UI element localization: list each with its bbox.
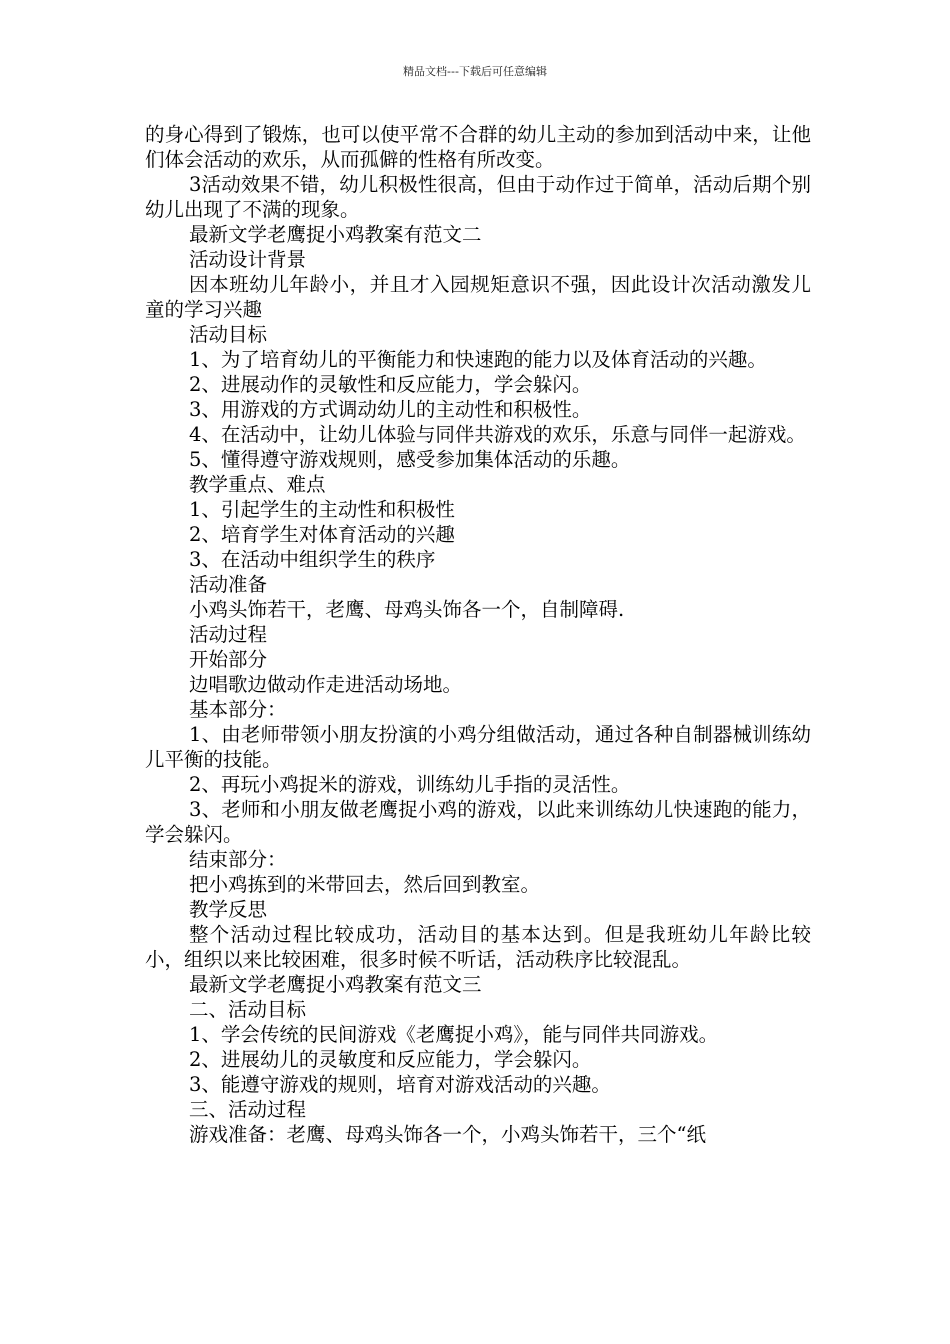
paragraph: 活动准备 <box>189 573 268 596</box>
paragraph: 活动过程 <box>189 623 268 646</box>
paragraph: 3、在活动中组织学生的秩序 <box>189 548 436 571</box>
section-heading: 最新文学老鹰捉小鸡教案有范文三 <box>189 973 482 996</box>
paragraph: 游戏准备：老鹰、母鸡头饰各一个，小鸡头饰若干，三个“纸 <box>189 1123 706 1146</box>
paragraph: 1、学会传统的民间游戏《老鹰捉小鸡》，能与同伴共同游戏。 <box>189 1023 719 1046</box>
paragraph: 教学反思 <box>189 898 268 921</box>
paragraph: 2、培育学生对体育活动的兴趣 <box>189 523 455 546</box>
paragraph: 2、进展幼儿的灵敏度和反应能力，学会躲闪。 <box>189 1048 592 1071</box>
paragraph: 3、用游戏的方式调动幼儿的主动性和积极性。 <box>189 398 592 421</box>
paragraph: 1、由老师带领小朋友扮演的小鸡分组做活动，通过各种自制器械训练幼儿平衡的技能。 <box>145 723 811 771</box>
paragraph: 小鸡头饰若干，老鹰、母鸡头饰各一个，自制障碍. <box>189 598 625 621</box>
section-heading: 最新文学老鹰捉小鸡教案有范文二 <box>189 223 482 246</box>
paragraph: 活动目标 <box>189 323 268 346</box>
paragraph: 2、再玩小鸡捉米的游戏，训练幼儿手指的灵活性。 <box>189 773 631 796</box>
paragraph: 整个活动过程比较成功，活动目的基本达到。但是我班幼儿年龄比较小，组织以来比较困难，很多时候不听话，活动秩序比较混乱。 <box>145 923 811 971</box>
paragraph: 边唱歌边做动作走进活动场地。 <box>189 673 463 696</box>
paragraph: 1、为了培育幼儿的平衡能力和快速跑的能力以及体育活动的兴趣。 <box>189 348 767 371</box>
paragraph: 1、引起学生的主动性和积极性 <box>189 498 455 521</box>
paragraph: 把小鸡拣到的米带回去，然后回到教室。 <box>189 873 541 896</box>
paragraph: 开始部分 <box>189 648 268 671</box>
page-header: 精品文档---下载后可任意编辑 <box>403 65 547 78</box>
paragraph: 的身心得到了锻炼，也可以使平常不合群的幼儿主动的参加到活动中来，让他们体会活动的欢乐，从而孤僻的性格有所改变。 <box>145 123 811 171</box>
document-body <box>145 122 811 1147</box>
paragraph: 三、活动过程 <box>189 1098 307 1121</box>
paragraph: 3活动效果不错，幼儿积极性很高，但由于动作过于简单，活动后期个别幼儿出现了不满的现象。 <box>145 173 811 221</box>
paragraph: 3、能遵守游戏的规则，培育对游戏活动的兴趣。 <box>189 1073 611 1096</box>
paragraph: 二、活动目标 <box>189 998 307 1021</box>
paragraph: 基本部分： <box>189 698 287 721</box>
paragraph: 教学重点、难点 <box>189 473 326 496</box>
paragraph: 结束部分： <box>189 848 287 871</box>
paragraph: 3、老师和小朋友做老鹰捉小鸡的游戏，以此来训练幼儿快速跑的能力，学会躲闪。 <box>145 798 811 846</box>
paragraph: 5、懂得遵守游戏规则，感受参加集体活动的乐趣。 <box>189 448 631 471</box>
paragraph: 活动设计背景 <box>189 248 307 271</box>
paragraph: 4、在活动中，让幼儿体验与同伴共游戏的欢乐，乐意与同伴一起游戏。 <box>189 423 806 446</box>
paragraph: 2、进展动作的灵敏性和反应能力，学会躲闪。 <box>189 373 592 396</box>
paragraph: 因本班幼儿年龄小，并且才入园规矩意识不强，因此设计次活动激发儿童的学习兴趣 <box>145 273 811 321</box>
